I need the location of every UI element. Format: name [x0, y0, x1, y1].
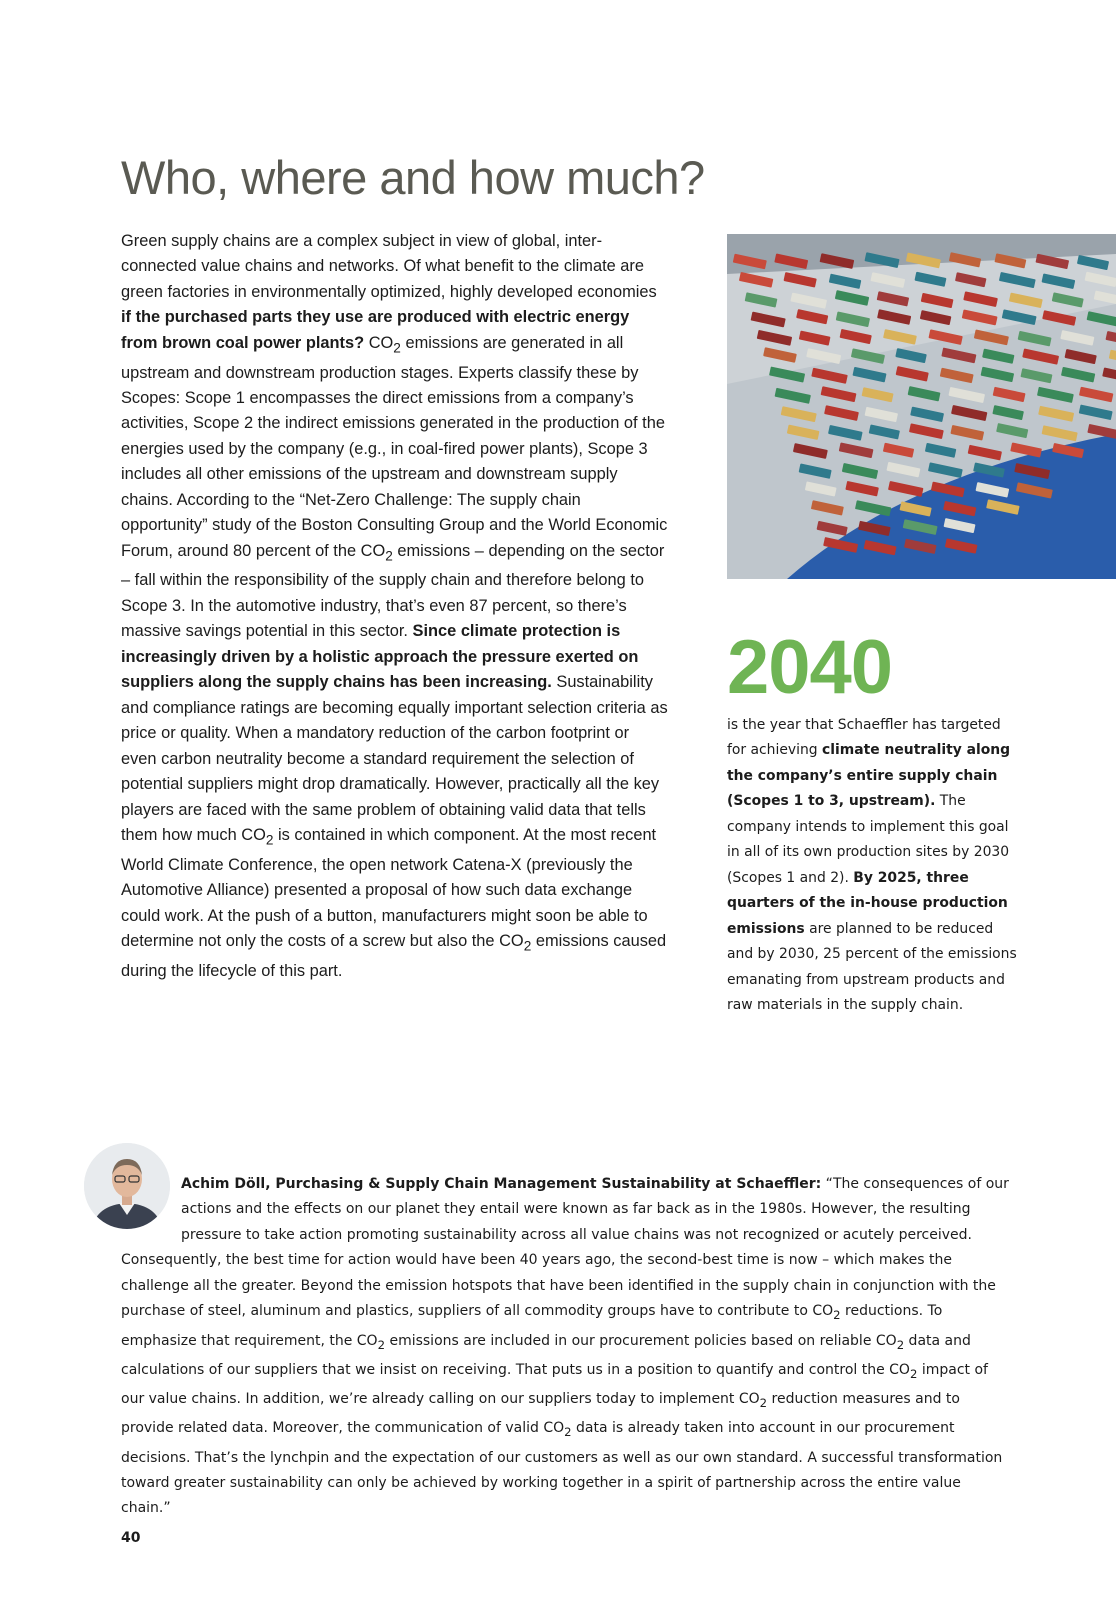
quote-indent	[121, 1172, 181, 1223]
body-text-segment: is contained in which component. At the most recent World Climate Conference, the open network Catena-X (previously the Automotive Alliance) presented a proposal of how such data exchange could work. At the push of a button, manufacturers might soon be able to determine not only the costs of a screw but also the CO	[121, 825, 657, 951]
body-text-segment: CO	[364, 333, 394, 352]
quote-segment: reductions. To emphasize that requirement, the CO	[121, 1303, 943, 1349]
speaker-quote	[121, 1172, 1011, 1522]
main-body-text	[121, 229, 669, 984]
quote-segment: emissions are included in our procurement policies based on reliable CO	[385, 1332, 897, 1349]
quote-segment: reduction measures and to provide related data. Moreover, the communication of valid CO	[121, 1391, 960, 1437]
aerial-trucks-photo	[727, 234, 1116, 579]
co2-subscript: 2	[564, 1425, 572, 1440]
co2-subscript: 2	[833, 1308, 841, 1323]
quote-segment: data is already taken into account in our procurement decisions. That’s the lynchpin and the expectation of our customers as well as our own standard. A successful transformation toward greater sustainability can only be achieved by working together in a spirit of partnership across the entire value chain.”	[121, 1420, 1003, 1517]
body-text-bold: if the purchased parts they use are produced with electric energy from brown coal power plants?	[121, 308, 630, 352]
body-text-segment: Sustainability and compliance ratings are becoming equally important selection criteria as price or quality. When a mandatory reduction of the carbon footprint or even carbon neutrality become a standard requirement the selection of potential suppliers might drop dramatically. However, practically all the key players are faced with the same problem of obtaining valid data that tells them how much CO	[121, 673, 668, 844]
stat-text-segment: is the year that Schaeffler has targeted for achieving	[727, 717, 1001, 759]
page-number: 40	[121, 1530, 141, 1546]
co2-subscript: 2	[523, 938, 532, 954]
co2-subscript: 2	[909, 1366, 918, 1381]
stat-text-segment: The company intends to implement this goal in all of its own production sites by 2030 (Scopes 1 and 2).	[727, 793, 1010, 886]
body-text-segment: emissions caused during the lifecycle of this part.	[121, 932, 667, 980]
aerial-trucks-illustration	[727, 234, 1116, 579]
body-text-segment: emissions – depending on the sector – fall within the responsibility of the supply chain and therefore belong to Scope 3. In the automotive industry, that’s even 87 percent, so there’s massive savings potential in this sector.	[121, 541, 665, 641]
quote-speaker: Achim Döll, Purchasing & Supply Chain Management Sustainability at Schaeffler:	[181, 1176, 822, 1192]
stat-text-segment: are planned to be reduced and by 2030, 25 percent of the emissions emanating from upstream products and raw materials in the supply chain.	[727, 920, 1017, 1013]
body-text-segment: emissions are generated in all upstream and downstream production stages. Experts classify these by Scopes: Scope 1 encompasses the direct emissions from a company’s activities, Scope 2 the indirect emissions generated in the production of the energies used by the company (e.g., in coal-fired power plants), Scope 3 includes all other emissions of the upstream and downstream supply chains. According to the “Net-Zero Challenge: The supply chain opportunity” study of the Boston Consulting Group and the World Economic Forum, around 80 percent of the CO	[121, 333, 668, 560]
body-text-segment: Green supply chains are a complex subject in view of global, interconnected value chains and networks. Of what benefit to the climate are green factories in environmentally optimized, highly developed economies	[121, 232, 657, 301]
co2-subscript: 2	[377, 1337, 385, 1352]
page-title: Who, where and how much?	[121, 151, 705, 204]
quote-indent	[121, 1223, 173, 1248]
co2-subscript: 2	[393, 340, 401, 356]
co2-subscript: 2	[385, 548, 393, 563]
co2-subscript: 2	[896, 1337, 905, 1352]
stat-year: 2040	[727, 625, 893, 710]
stat-text-bold: climate neutrality along the company’s entire supply chain (Scopes 1 to 3, upstream).	[727, 742, 1011, 810]
stat-description	[727, 713, 1017, 1018]
body-text-bold: Since climate protection is increasingly driven by a holistic approach the pressure exerted on suppliers along the supply chains has been increasing.	[121, 622, 639, 692]
quote-segment: data and calculations of our suppliers that we insist on receiving. That puts us in a position to quantify and control the CO	[121, 1332, 971, 1378]
stat-text-bold: By 2025, three quarters of the in-house production emissions	[727, 869, 1008, 937]
co2-subscript: 2	[265, 832, 274, 848]
quote-segment: impact of our value chains. In addition, we’re already calling on our suppliers today to implement CO	[121, 1361, 988, 1408]
quote-segment: “The consequences of our actions and the effects on our planet they entail were known as far back as in the 1980s. However, the resulting pressure to take action promoting sustainability across all value chains was not recognized or acutely perceived. Consequently, the best time for action would have been 40 years ago, the second-best time is now – which makes the challenge all the greater. Beyond the emission hotspots that have been identified in the supply chain in conjunction with the purchase of steel, aluminum and plastics, suppliers of all commodity groups have to contribute to CO	[121, 1176, 1009, 1320]
co2-subscript: 2	[759, 1395, 768, 1410]
